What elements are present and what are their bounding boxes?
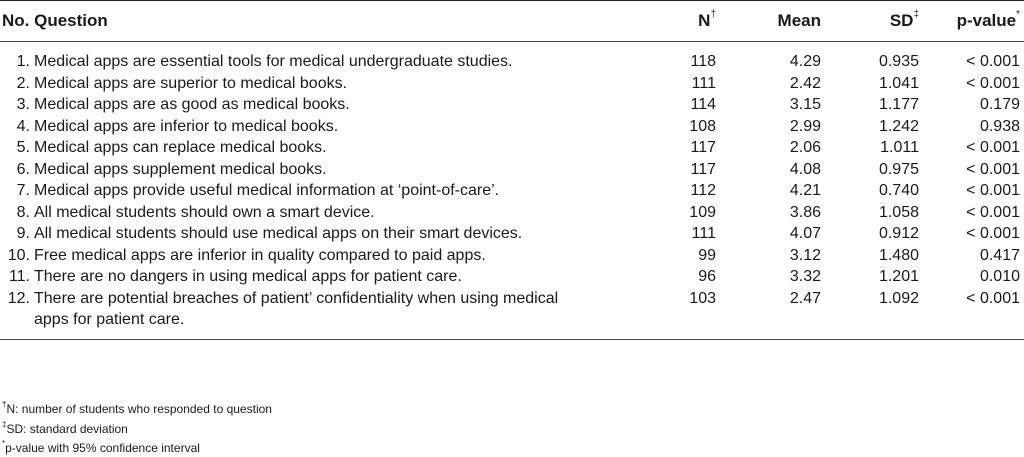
sd-cell: 0.912 (878, 225, 919, 242)
question-number: 7. (16, 182, 30, 199)
question-cell (0, 159, 640, 181)
n-cell: 109 (689, 203, 716, 221)
question-text: Free medical apps are inferior in quality compared to paid apps. (34, 246, 486, 264)
header-mean: Mean (720, 1, 825, 42)
mean-cell: 4.29 (789, 53, 821, 70)
mean-cell: 3.15 (789, 96, 821, 113)
table-footnotes (2, 398, 272, 457)
question-text: Medical apps can replace medical books. (34, 139, 327, 156)
sd-cell: 0.975 (878, 160, 919, 178)
table-row (0, 223, 1024, 245)
sd-cell: 1.177 (878, 96, 919, 113)
sd-cell: 1.201 (878, 268, 919, 285)
question-text: There are no dangers in using medical apps for patient care. (34, 268, 462, 285)
footnote: *p-value with 95% confidence interval (2, 439, 200, 455)
mean-cell: 2.99 (789, 117, 821, 135)
question-text: All medical students should own a smart device. (34, 203, 375, 221)
n-cell: 103 (640, 288, 720, 340)
p-value-cell: 0.010 (979, 268, 1020, 285)
n-cell: 117 (690, 160, 716, 178)
table-row (0, 94, 1024, 116)
header-sd-mark: ‡ (913, 9, 919, 20)
table-row (0, 73, 1024, 95)
table-header-row (0, 1, 1024, 42)
question-cell (0, 223, 640, 245)
p-value-cell: 0.179 (979, 96, 1020, 113)
table-row (0, 116, 1024, 138)
question-text: Medical apps are essential tools for medical undergraduate studies. (34, 53, 513, 70)
question-cell (0, 42, 640, 73)
footnote: ‡SD: standard deviation (2, 419, 128, 436)
header-n-mark: † (710, 9, 716, 20)
question-number: 3. (16, 96, 30, 113)
table-row (0, 159, 1024, 181)
table-row (0, 288, 1024, 340)
question-number: 12. (7, 289, 30, 307)
p-value-cell: < 0.001 (966, 139, 1020, 156)
question-text: There are potential breaches of patient’ confidentiality when using medical apps for patient care. (34, 289, 559, 328)
p-value-cell: < 0.001 (966, 203, 1020, 221)
sd-cell: 1.480 (878, 246, 919, 264)
mean-cell: 4.07 (789, 225, 821, 242)
header-sd: SD‡ (825, 1, 923, 42)
p-value-cell: < 0.001 (966, 182, 1020, 199)
n-cell: 111 (691, 225, 716, 242)
question-cell (0, 137, 640, 159)
question-number: 9. (16, 225, 30, 242)
p-value-cell: < 0.001 (966, 53, 1020, 70)
p-value-cell: < 0.001 (923, 288, 1024, 340)
n-cell: 96 (698, 268, 716, 285)
question-text: Medical apps are inferior to medical books. (34, 117, 339, 135)
mean-cell: 2.06 (789, 139, 821, 156)
n-cell: 99 (698, 246, 716, 264)
question-cell (0, 288, 640, 340)
header-n: N† (640, 1, 720, 42)
n-cell: 112 (690, 182, 716, 199)
header-p-mark: * (1016, 9, 1020, 20)
question-number: 8. (16, 203, 30, 221)
mean-cell: 2.42 (789, 74, 821, 92)
question-text: Medical apps supplement medical books. (34, 160, 327, 178)
p-value-cell: 0.417 (979, 246, 1020, 264)
question-cell (0, 180, 640, 202)
question-cell (0, 202, 640, 224)
question-cell (0, 73, 640, 95)
table-row (0, 42, 1024, 73)
question-number: 6. (16, 160, 30, 178)
p-value-cell: < 0.001 (966, 74, 1020, 92)
n-cell: 117 (690, 139, 716, 156)
question-text: Medical apps provide useful medical information at ‘point-of-care’. (34, 182, 500, 199)
table-row (0, 245, 1024, 267)
header-question: No. Question (0, 1, 640, 42)
question-number: 11. (8, 268, 30, 285)
n-cell: 111 (691, 74, 716, 92)
table-row (0, 266, 1024, 288)
question-number: 5. (16, 139, 30, 156)
footnote: †N: number of students who responded to question (2, 400, 272, 416)
question-cell (0, 94, 640, 116)
sd-cell: 0.935 (878, 53, 919, 70)
table-row (0, 180, 1024, 202)
question-number: 1. (16, 53, 30, 70)
mean-cell: 4.08 (789, 160, 821, 178)
sd-cell: 1.058 (878, 203, 919, 221)
sd-cell: 0.740 (878, 182, 919, 199)
question-text: All medical students should use medical apps on their smart devices. (34, 225, 523, 242)
sd-cell: 1.041 (878, 74, 919, 92)
question-text: Medical apps are as good as medical books. (34, 96, 350, 113)
n-cell: 118 (690, 53, 716, 70)
mean-cell: 3.12 (789, 246, 821, 264)
p-value-cell: < 0.001 (966, 160, 1020, 178)
mean-cell: 3.86 (789, 203, 821, 221)
table-row (0, 202, 1024, 224)
sd-cell: 1.092 (825, 288, 923, 340)
question-cell (0, 266, 640, 288)
header-p-value: p-value* (923, 1, 1024, 42)
n-cell: 108 (689, 117, 716, 135)
mean-cell: 2.47 (720, 288, 825, 340)
n-cell: 114 (690, 96, 716, 113)
question-number: 2. (16, 74, 30, 92)
question-number: 10. (7, 246, 30, 264)
question-cell (0, 116, 640, 138)
sd-cell: 1.242 (878, 117, 919, 135)
mean-cell: 4.21 (789, 182, 821, 199)
sd-cell: 1.011 (880, 139, 919, 156)
table-row (0, 137, 1024, 159)
mean-cell: 3.32 (789, 268, 821, 285)
p-value-cell: 0.938 (979, 117, 1020, 135)
question-text: Medical apps are superior to medical books. (34, 74, 348, 92)
question-cell (0, 245, 640, 267)
p-value-cell: < 0.001 (966, 225, 1020, 242)
question-number: 4. (16, 117, 30, 135)
